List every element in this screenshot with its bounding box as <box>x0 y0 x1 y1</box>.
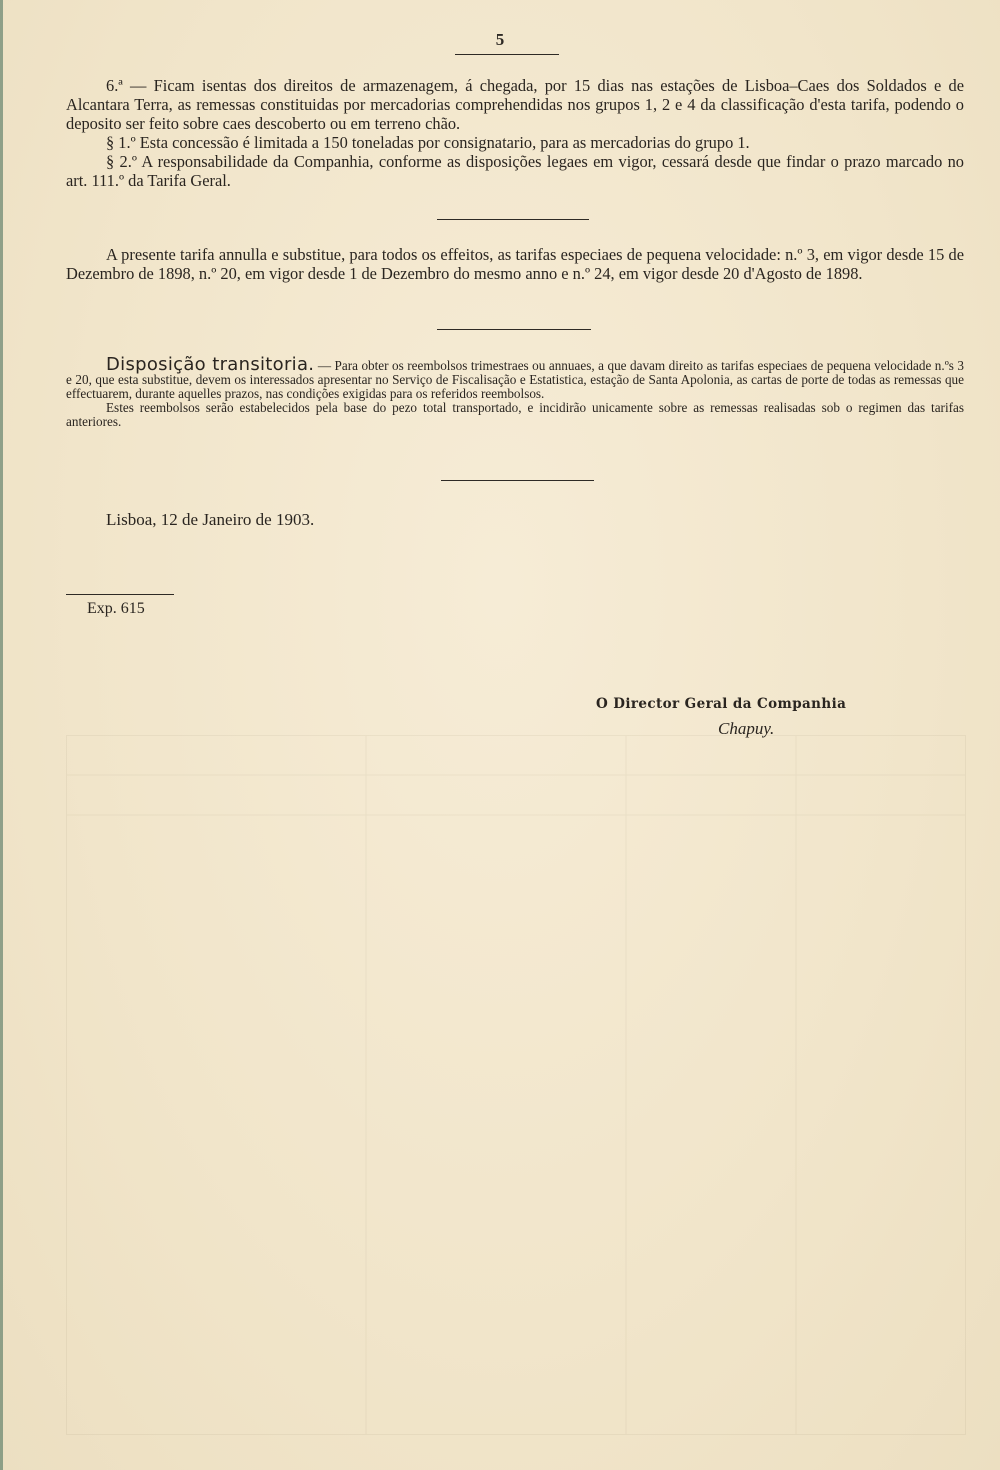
transitory-heading: Disposição transitoria. <box>106 354 315 375</box>
separator-rule-3 <box>441 480 594 481</box>
page-edge <box>0 0 3 1470</box>
page-number-rule <box>455 54 559 55</box>
separator-rule-2 <box>437 329 591 330</box>
article-6-section <box>66 76 964 190</box>
date-line: Lisboa, 12 de Janeiro de 1903. <box>106 510 315 529</box>
annulment-paragraph: A presente tarifa annulla e substitue, para todos os effeitos, as tarifas especiaes de pequena velocidade: n.º 3, em vigor desde 15 de Dezembro de 1898, n.º 20, em vigor desde 1 de Dezembro do mesmo anno e n.º 24, em vigor desde 20 d'Agosto de 1898. <box>66 245 964 283</box>
expedient-rule <box>66 594 174 595</box>
signature-name: Chapuy. <box>718 719 775 738</box>
annulment-section <box>66 245 964 283</box>
expedient-number: Exp. 615 <box>87 600 145 617</box>
bleed-through-table <box>66 735 966 1435</box>
transitory-paragraph-2: Estes reembolsos serão estabelecidos pela base do pezo total transportado, e incidirão unicamente sobre as remessas realisadas sob o regimen das tarifas anteriores. <box>66 400 964 429</box>
article-6-paragraph-2: § 2.º A responsabilidade da Companhia, conforme as disposições legaes em vigor, cessará desde que findar o prazo marcado no art. 111.º da Tarifa Geral. <box>66 152 964 190</box>
transitory-paragraph-1 <box>66 354 965 401</box>
signature-title: O Director Geral da Companhia <box>596 696 847 712</box>
article-6-main: 6.ª — Ficam isentas dos direitos de armazenagem, á chegada, por 15 dias nas estações de Lisboa–Caes dos Soldados e de Alcantara Terra, as remessas constituidas por mercadorias comprehendidas nos grupos 1, 2 e 4 da classificação d'esta tarifa, podendo o deposito ser feito sobre caes descoberto ou em terreno chão. <box>66 76 964 133</box>
article-6-paragraph-1: § 1.º Esta concessão é limitada a 150 toneladas por consignatario, para as mercadorias do grupo 1. <box>106 133 750 152</box>
transitory-text-1: — Para obter os reembolsos trimestraes ou annuaes, a que davam direito as tarifas especiaes de pequena velocidade n.ºs 3 e 20, que esta substitue, devem os interessados apresentar no Serviço de Fiscalisação e Estatistica, estação de Santa Apolonia, as cartas de porte de todas as remessas que effectuarem, durante aquelles prazos, nas condições exigidas para os referidos reembolsos. <box>66 358 965 401</box>
separator-rule-1 <box>437 219 589 220</box>
page-number: 5 <box>495 30 505 49</box>
transitory-section <box>66 354 965 429</box>
